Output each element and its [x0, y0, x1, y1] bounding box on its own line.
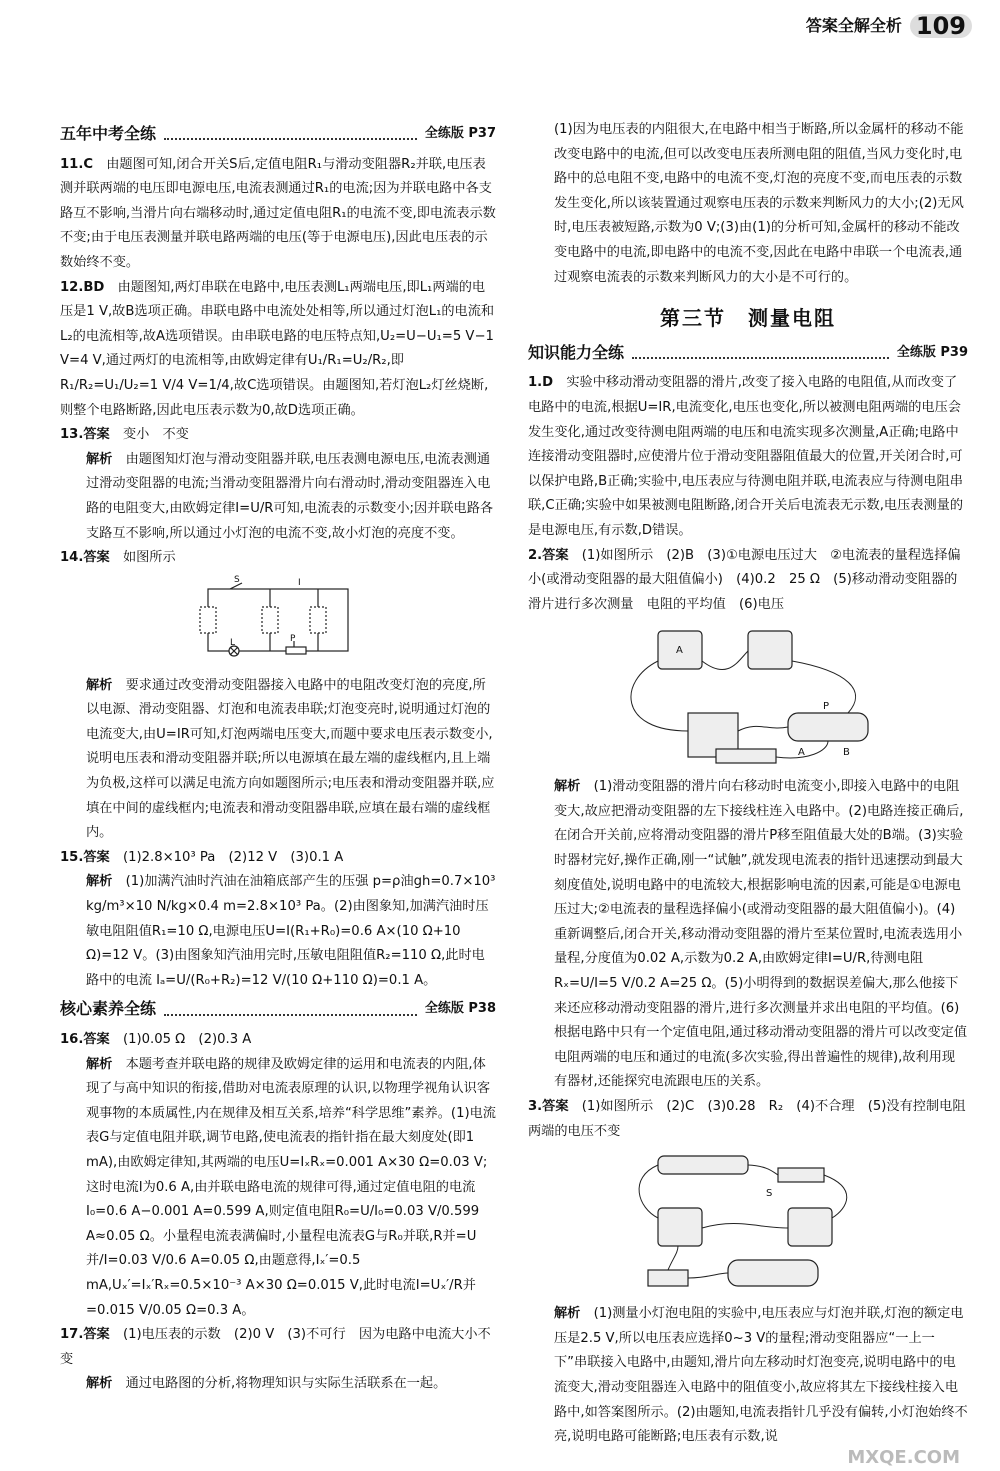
question-17-continued	[528, 118, 968, 290]
question-1	[528, 371, 968, 543]
analysis-text: 通过电路图的分析,将物理知识与实际生活联系在一起。	[125, 1376, 447, 1392]
question-3	[528, 1095, 968, 1450]
question-number: 11.C	[60, 156, 94, 172]
circuit-diagram-svg	[198, 575, 358, 670]
question-11	[60, 153, 496, 276]
left-column	[60, 118, 496, 1397]
question-number: 2.答案	[528, 547, 569, 563]
question-number: 3.答案	[528, 1099, 569, 1114]
analysis-label: 解析	[86, 677, 113, 693]
question-12	[60, 276, 496, 424]
section-header	[60, 997, 496, 1022]
answer-text: (1)如图所示 (2)B (3)①电源电压过大 ②电流表的量程选择偏小(或滑动变阻器的最大阻值偏小) (4)0.2 25 Ω (5)移动滑动变阻器的滑片进行多次测量 电阻的平均值 (6)电压	[528, 547, 961, 612]
question-17	[60, 1323, 496, 1397]
page-header	[806, 10, 972, 42]
analysis-label: 解析	[86, 1376, 113, 1392]
circuit-diagram	[60, 575, 496, 670]
question-text: 由题图知,两灯串联在电路中,电压表测L₁两端电压,即L₁两端的电压是1 V,故B选项正确。串联电路中电流处处相等,所以通过灯泡L₁的电流和L₂的电流相等,故A选项错误。由串联电路的电压特点知,U₂=U−U₁=5 V−1 V=4 V,通过两灯的电流相等,由欧姆定律有U₁/R₁=U₂/R₂,即R₁/R₂=U₁/U₂=1 V/4 V=1/4,故C选项错误。由题图知,若灯泡L₂灯丝烧断,则整个电路断路,因此电压表示数为0,故D选项正确。	[60, 279, 495, 418]
section-title: 核心素养全练	[60, 999, 157, 1019]
apparatus-diagram-1	[528, 621, 968, 771]
section-ref: 全练版 P37	[424, 126, 496, 141]
dotted-leader	[632, 347, 889, 359]
analysis-label: 解析	[554, 779, 581, 795]
apparatus-svg-1	[598, 621, 898, 771]
section-ref: 全练版 P39	[896, 344, 968, 360]
question-text: 实验中移动滑动变阻器的滑片,改变了接入电路的电阻值,从而改变了电路中的电流,根据U=IR,电流变化,电压也变化,所以被测电阻两端的电压会发生变化,通过改变待测电阻两端的电压和电流实现多次测量,A正确;电路中连接滑动变阻器时,应使滑片位于滑动变阻器阻值最大的位置,开关闭合时,可以保护电路,B正确;实验中,电压表应与待测电阻并联,电流表应与待测电阻串联,C正确;实验中如果被测电阻断路,闭合开关后电流表无示数,电压表测量的是电源电压,有示数,D错误。	[528, 375, 964, 538]
analysis-label: 解析	[86, 451, 113, 467]
watermark: MXQE.COM	[847, 1447, 960, 1469]
analysis-text: 由题图知灯泡与滑动变阻器并联,电压表测电源电压,电流表测通过滑动变阻器的电流;当滑动变阻器滑片向右滑动时,滑动变阻器连入电路的电阻变大,由欧姆定律I=U/R可知,电流表的示数变小;因并联电路各支路互不影响,所以通过小灯泡的电流不变,故小灯泡的亮度不变。	[86, 451, 494, 541]
question-14	[60, 546, 496, 846]
question-13	[60, 423, 496, 546]
ammeter-label: A	[676, 645, 683, 657]
analysis-text: 本题考查并联电路的规律及欧姆定律的运用和电流表的内阻,体现了与高中知识的衔接,借助对电流表原理的认识,以物理学视角认识客观事物的本质属性,内在规律及相互关系,培养“科学思维”素养。(1)电流表G与定值电阻并联,调节电路,使电流表的指针指在最大刻度处(即1 mA),由欧姆定律知,其两端的电压U=IₓRₓ=0.001 A×30 Ω=0.03 V;这时电流I为0.6 A,由并联电路电流的规律可得,通过定值电阻的电流I₀=0.6 A−0.001 A=0.599 A,则定值电阻R₀=U/I₀=0.03 V/0.599 A≈0.05 Ω。小量程电流表满偏时,小量程电流表G与R₀并联,R并=U并/I=0.03 V/0.6 A=0.05 Ω,由题意得,Iₓ′=0.5 mA,Uₓ′=Iₓ′Rₓ=0.5×10⁻³ A×30 Ω=0.015 V,此时电流I=Uₓ′/R并=0.015 V/0.05 Ω=0.3 A。	[86, 1056, 496, 1318]
answer-text: 如图所示	[122, 550, 176, 566]
section-title: 知识能力全练	[528, 342, 625, 362]
continued-text: (1)因为电压表的内阻很大,在电路中相当于断路,所以金属杆的移动不能改变电路中的电流,但可以改变电压表所测电阻的阻值,当风力变化时,电路中的总电阻不变,电路中的电流不变,灯泡的亮度不变,而电压表的示数发生变化,所以该装置通过观察电压表的示数来判断风力的大小;(2)无风时,电压表被短路,示数为0 V;(3)由(1)的分析可知,金属杆的移动不能改变电路中的电流,即电路中的电流不变,因此在电路中串联一个电流表,通过观察电流表的示数来判断风力的大小是不可行的。	[554, 122, 964, 285]
switch-label: S	[234, 574, 240, 585]
question-number: 12.BD	[60, 279, 105, 295]
lamp-label: L	[230, 637, 236, 648]
answer-text: (1)电压表的示数 (2)0 V (3)不可行 因为电路中电流大小不变	[60, 1327, 491, 1367]
analysis-text: (1)加满汽油时汽油在油箱底部产生的压强 p=ρ油gh=0.7×10³ kg/m³×10 N/kg×0.4 m=2.8×10³ Pa。(2)由图象知,加满汽油时压敏电阻阻值R₁=10 Ω,电源电压U=I(R₁+R₀)=0.6 A×(10 Ω+10 Ω)=12 V。(3)由图象知汽油用完时,压敏电阻阻值R₂=110 Ω,此时电路中的电流 Iₐ=U/(R₀+R₂)=12 V/(10 Ω+110 Ω)=0.1 A。	[86, 874, 496, 988]
terminal-b-label: B	[843, 747, 850, 759]
question-15	[60, 846, 496, 994]
dotted-leader	[164, 128, 417, 140]
chapter-title: 第三节 测量电阻	[660, 306, 836, 331]
page-number: 109	[910, 14, 972, 39]
question-number: 17.答案	[60, 1327, 110, 1343]
question-number: 15.答案	[60, 849, 110, 865]
question-number: 14.答案	[60, 550, 110, 566]
apparatus-diagram-2	[528, 1148, 968, 1298]
current-label: I	[298, 577, 301, 588]
question-text: 由题图可知,闭合开关S后,定值电阻R₁与滑动变阻器R₂并联,电压表测并联两端的电压即电源电压,电流表测通过R₁的电流;因为并联电路中各支路互不影响,当滑片向右端移动时,通过定值电阻R₁的电流不变,即电流表示数不变;由于电压表测量并联电路两端的电压(等于电源电压),因此电压表的示数始终不变。	[60, 156, 496, 270]
terminal-a-label: A	[798, 747, 805, 759]
dotted-leader	[164, 1004, 417, 1016]
analysis-label: 解析	[86, 1056, 113, 1072]
slider-p-label: P	[823, 701, 830, 713]
question-number: 16.答案	[60, 1032, 110, 1047]
answer-text: 变小 不变	[122, 427, 189, 443]
question-number: 13.答案	[60, 427, 110, 443]
apparatus-svg-2	[618, 1148, 878, 1298]
analysis-label: 解析	[86, 874, 113, 890]
answer-text: (1)0.05 Ω (2)0.3 A	[122, 1032, 252, 1047]
analysis-text: (1)滑动变阻器的滑片向右移动时电流变小,即接入电路中的电阻变大,故应把滑动变阻器的左下接线柱连入电路中。(2)电路连接正确后,在闭合开关前,应将滑动变阻器的滑片P移至阻值最大处的B端。(3)实验时器材完好,操作正确,刚一“试触”,就发现电流表的指针迅速摆动到最大刻度值处,说明电路中的电流较大,根据影响电流的因素,可能是①电源电压过大;②电流表的量程选择偏小(或滑动变阻器的最大阻值偏小)。(4)重新调整后,闭合开关,移动滑动变阻器的滑片至某位置时,电流表选用小量程,分度值为0.02 A,示数为0.2 A,由欧姆定律I=U/R,待测电阻Rₓ=U/I=5 V/0.2 A=25 Ω。(5)小明得到的数据误差偏大,那么他接下来还应移动滑动变阻器的滑片,进行多次测量并求出电阻的平均值。(6)根据电路中只有一个定值电阻,通过移动滑动变阻器的滑片可以改变定值电阻两端的电压和通过的电流(多次实验,得出普遍性的规律),故利用现有器材,还能探究电流跟电压的关系。	[554, 779, 968, 1090]
section-header	[528, 341, 968, 366]
switch-s-label: S	[766, 1188, 773, 1200]
header-title: 答案全解全析	[805, 15, 902, 35]
section-ref: 全练版 P38	[424, 1001, 496, 1017]
right-column	[528, 118, 968, 1450]
answer-text: (1)2.8×10³ Pa (2)12 V (3)0.1 A	[122, 849, 344, 865]
analysis-label: 解析	[554, 1306, 581, 1322]
section-header	[60, 122, 496, 147]
analysis-text: 要求通过改变滑动变阻器接入电路中的电阻改变灯泡的亮度,所以电源、滑动变阻器、灯泡和电流表串联;灯泡变亮时,说明通过灯泡的电流变大,由U=IR可知,灯泡两端电压变大,而题中要求电压表示数变小,说明电压表和滑动变阻器并联;所以电源填在最左端的虚线框内,且上端为负极,这样可以满足电流方向如题图所示;电压表和滑动变阻器并联,应填在中间的虚线框内;电流表和滑动变阻器串联,应填在最右端的虚线框内。	[86, 677, 495, 841]
question-2	[528, 544, 968, 1096]
slider-label: P	[290, 633, 296, 644]
question-16	[60, 1028, 496, 1323]
answer-text: (1)如图所示 (2)C (3)0.28 R₂ (4)不合理 (5)没有控制电阻两端的电压不变	[528, 1099, 966, 1139]
section-title: 五年中考全练	[60, 124, 157, 143]
question-number: 1.D	[528, 375, 554, 391]
analysis-text: (1)测量小灯泡电阻的实验中,电压表应与灯泡并联,灯泡的额定电压是2.5 V,所以电压表应选择0~3 V的量程;滑动变阻器应“一上一下”串联接入电路中,由题知,滑片向左移动时灯泡变亮,说明电路中的电流变大,滑动变阻器连入电路中的阻值变小,故应将其左下接线柱接入电路中,如答案图所示。(2)由题知,电流表指针几乎没有偏转,小灯泡始终不亮,说明电路可能断路;电压表有示数,说	[554, 1306, 968, 1445]
